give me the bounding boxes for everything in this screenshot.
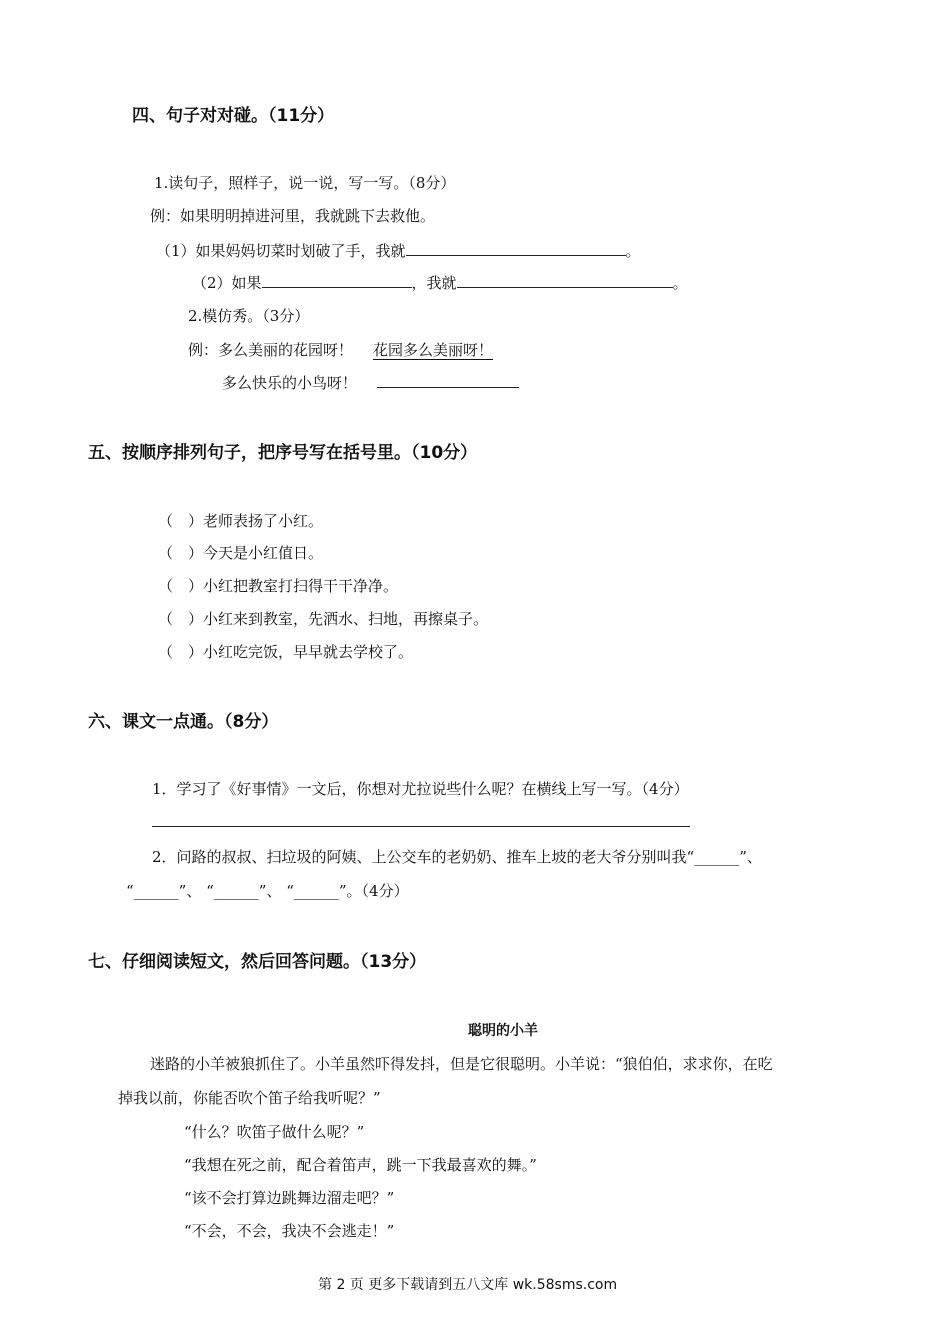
story-dialogue-line: “不会，不会，我决不会逃走！” [184, 1222, 395, 1240]
list-item [158, 575, 398, 596]
example-2-label: 例：多么美丽的花园呀！ [188, 341, 354, 359]
story-title: 聪明的小羊 [468, 1023, 538, 1039]
item-4-1 [156, 240, 641, 261]
list-item [158, 542, 323, 563]
item-4-2-prefix: （2）如果 [192, 274, 262, 292]
list-item [158, 608, 488, 629]
item-4-3 [222, 372, 519, 393]
order-bracket[interactable]: （ ） [158, 643, 204, 661]
item-4-2-mid: ，我就 [411, 274, 457, 292]
period: 。 [672, 274, 688, 292]
question-6-2-line1: 2．问路的叔叔、扫垃圾的阿姨、上公交车的老奶奶、推车上坡的老大爷分别叫我“______”、 [152, 848, 762, 866]
order-bracket[interactable]: （ ） [158, 610, 204, 628]
list-item-text: 老师表扬了小红。 [203, 512, 324, 530]
answer-line-6-1[interactable] [152, 826, 690, 827]
list-item [158, 641, 413, 662]
page-footer: 第 2 页 更多下载请到五八文库 wk.58sms.com [318, 1277, 618, 1293]
section-5-title: 五、按顺序排列句子，把序号写在括号里。（10分） [88, 443, 478, 463]
order-bracket[interactable]: （ ） [158, 544, 204, 562]
example-2-answer: 花园多么美丽呀！ [373, 341, 494, 359]
list-item-text: 小红把教室打扫得干干净净。 [203, 577, 399, 595]
item-4-3-text: 多么快乐的小鸟呀！ [222, 374, 358, 392]
answer-blank-4-1[interactable] [406, 241, 626, 256]
story-dialogue-line: “什么？吹笛子做什么呢？” [184, 1123, 365, 1141]
story-dialogue-line: “该不会打算边跳舞边溜走吧？” [184, 1189, 395, 1207]
answer-blank-4-2b[interactable] [457, 273, 673, 288]
section-6-title: 六、课文一点通。（8分） [88, 712, 279, 732]
item-4-2 [192, 272, 688, 293]
story-para1-line1: 迷路的小羊被狼抓住了。小羊虽然吓得发抖，但是它很聪明。小羊说：“狼伯伯，求求你，在吃 [150, 1055, 773, 1073]
question-6-2-line2: “______”、 “______”、 “______”。（4分） [126, 882, 409, 900]
item-4-1-prefix: （1）如果妈妈切菜时划破了手，我就 [156, 242, 406, 260]
section-7-title: 七、仔细阅读短文，然后回答问题。（13分） [88, 952, 427, 972]
section-4-title: 四、句子对对碰。（11分） [132, 106, 335, 126]
list-item-text: 小红来到教室，先洒水、扫地，再擦桌子。 [203, 610, 489, 628]
answer-blank-4-3[interactable] [377, 373, 519, 388]
order-bracket[interactable]: （ ） [158, 512, 204, 530]
period: 。 [625, 242, 641, 260]
list-item-text: 今天是小红值日。 [203, 544, 324, 562]
order-bracket[interactable]: （ ） [158, 577, 204, 595]
list-item [158, 510, 323, 531]
story-para1-line2: 掉我以前，你能否吹个笛子给我听呢？” [118, 1089, 381, 1107]
list-item-text: 小红吃完饭，早早就去学校了。 [203, 643, 414, 661]
question-4-2: 2.模仿秀。（3分） [188, 307, 310, 325]
answer-blank-4-2a[interactable] [262, 273, 412, 288]
example-sentence: 例：如果明明掉进河里，我就跳下去救他。 [150, 207, 436, 225]
question-6-1: 1．学习了《好事情》一文后，你想对尤拉说些什么呢？在横线上写一写。（4分） [152, 780, 689, 798]
story-dialogue-line: “我想在死之前，配合着笛声，跳一下我最喜欢的舞。” [184, 1156, 537, 1174]
question-4-1: 1.读句子，照样子，说一说，写一写。（8分） [154, 174, 456, 192]
example-2 [188, 339, 493, 360]
